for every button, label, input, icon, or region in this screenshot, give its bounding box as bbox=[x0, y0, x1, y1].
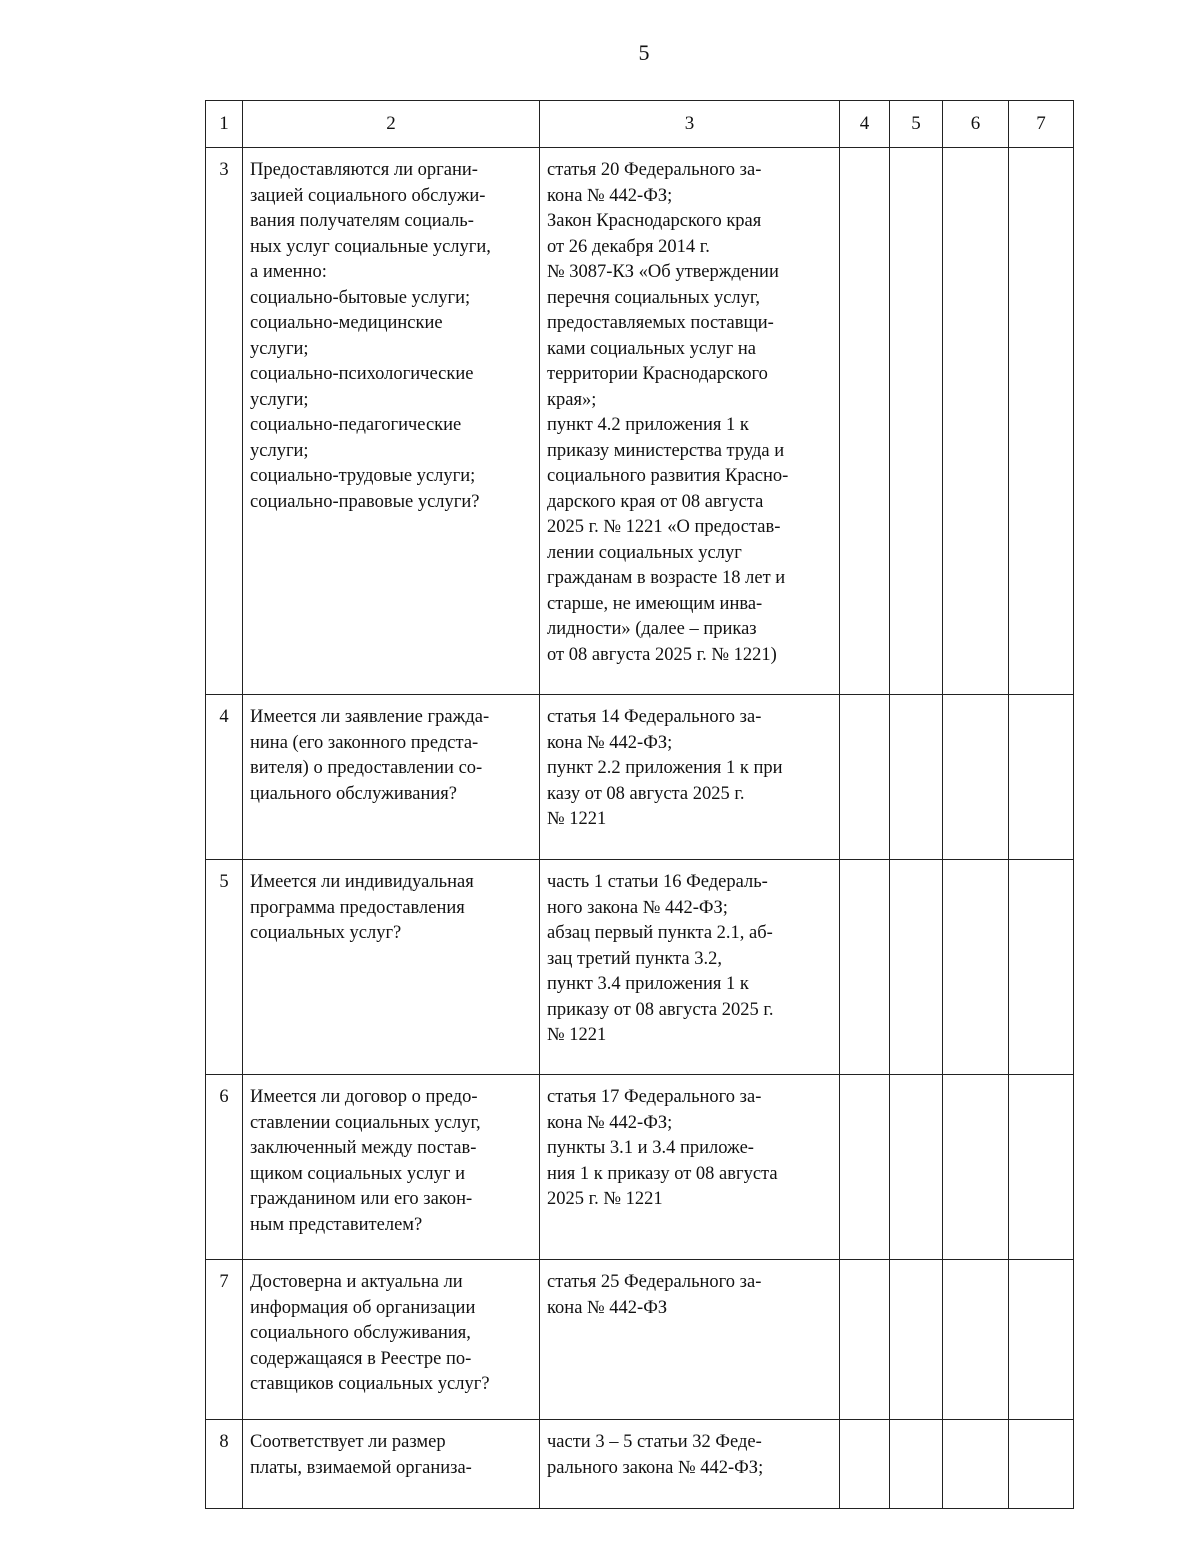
header-row bbox=[206, 101, 1074, 148]
reference-line: абзац первый пункта 2.1, аб- bbox=[547, 923, 773, 943]
answer-cell-col-5[interactable] bbox=[890, 148, 943, 695]
reference-line: дарского края от 08 августа bbox=[547, 491, 764, 512]
reference-line: кона № 442-ФЗ bbox=[547, 1297, 668, 1318]
answer-cell-col-6[interactable] bbox=[943, 1075, 1009, 1260]
question-line: услуги; bbox=[250, 338, 309, 359]
question-line: информация об организации bbox=[250, 1297, 476, 1318]
answer-cell-col-4[interactable] bbox=[840, 1075, 890, 1260]
question-line: Имеется ли индивидуальная bbox=[250, 872, 474, 892]
question-line: социально-бытовые услуги; bbox=[250, 287, 471, 308]
reference-line: зац третий пункта 3.2, bbox=[547, 948, 723, 969]
reference-line: 2025 г. № 1221 «О предостав- bbox=[547, 517, 781, 537]
row-number: 5 bbox=[206, 860, 243, 1075]
answer-cell-col-5[interactable] bbox=[890, 1420, 943, 1509]
question-line: социальных услуг? bbox=[250, 923, 402, 943]
answer-cell-col-7[interactable] bbox=[1009, 1075, 1074, 1260]
reference-cell bbox=[540, 695, 840, 860]
answer-cell-col-7[interactable] bbox=[1009, 148, 1074, 695]
question-cell bbox=[243, 1075, 540, 1260]
table-row bbox=[206, 1420, 1074, 1509]
row-number: 4 bbox=[206, 695, 243, 860]
question-line: социального обслуживания, bbox=[250, 1323, 471, 1343]
reference-line: территории Краснодарского bbox=[547, 364, 768, 384]
table-row bbox=[206, 695, 1074, 860]
question-line: услуги; bbox=[250, 389, 309, 410]
question-line: щиком социальных услуг и bbox=[250, 1163, 465, 1184]
reference-cell bbox=[540, 860, 840, 1075]
question-line: социально-психологические bbox=[250, 364, 474, 384]
question-line: социально-трудовые услуги; bbox=[250, 466, 476, 486]
reference-line: статья 20 Федерального за- bbox=[547, 160, 762, 180]
answer-cell-col-6[interactable] bbox=[943, 695, 1009, 860]
reference-line: часть 1 статьи 16 Федераль- bbox=[547, 872, 768, 892]
question-line: вителя) о предоставлении со- bbox=[250, 758, 483, 778]
question-line: платы, взимаемой организа- bbox=[250, 1457, 472, 1478]
answer-cell-col-7[interactable] bbox=[1009, 860, 1074, 1075]
question-line: Достоверна и актуальна ли bbox=[250, 1272, 463, 1292]
question-line: вания получателям социаль- bbox=[250, 211, 474, 231]
answer-cell-col-7[interactable] bbox=[1009, 695, 1074, 860]
reference-line: Закон Краснодарского края bbox=[547, 211, 762, 231]
question-line: социально-педагогические bbox=[250, 415, 462, 435]
question-line: ставщиков социальных услуг? bbox=[250, 1374, 490, 1394]
question-cell bbox=[243, 1420, 540, 1509]
reference-cell bbox=[540, 1420, 840, 1509]
reference-line: от 26 декабря 2014 г. bbox=[547, 236, 710, 257]
question-line: социально-правовые услуги? bbox=[250, 491, 480, 512]
column-header-4: 4 bbox=[840, 101, 890, 148]
table-row bbox=[206, 1260, 1074, 1420]
reference-line: от 08 августа 2025 г. № 1221) bbox=[547, 644, 777, 665]
reference-line: приказу министерства труда и bbox=[547, 440, 785, 461]
column-header-3: 3 bbox=[540, 101, 840, 148]
question-line: а именно: bbox=[250, 262, 327, 282]
question-line: ных услуг социальные услуги, bbox=[250, 236, 491, 257]
question-line: Предоставляются ли органи- bbox=[250, 160, 478, 180]
answer-cell-col-5[interactable] bbox=[890, 860, 943, 1075]
question-cell bbox=[243, 1260, 540, 1420]
reference-line: лидности» (далее – приказ bbox=[547, 619, 757, 639]
question-line: Соответствует ли размер bbox=[250, 1432, 446, 1452]
column-header-7: 7 bbox=[1009, 101, 1074, 148]
checklist-table bbox=[205, 100, 1074, 1509]
column-header-2: 2 bbox=[243, 101, 540, 148]
reference-line: ками социальных услуг на bbox=[547, 338, 756, 359]
answer-cell-col-6[interactable] bbox=[943, 148, 1009, 695]
answer-cell-col-4[interactable] bbox=[840, 860, 890, 1075]
reference-line: приказу от 08 августа 2025 г. bbox=[547, 999, 774, 1020]
question-line: ным представителем? bbox=[250, 1214, 423, 1235]
reference-line: статья 25 Федерального за- bbox=[547, 1272, 762, 1292]
question-line: Имеется ли заявление гражда- bbox=[250, 707, 490, 727]
question-line: социально-медицинские bbox=[250, 313, 443, 333]
table-row bbox=[206, 1075, 1074, 1260]
question-cell bbox=[243, 148, 540, 695]
answer-cell-col-4[interactable] bbox=[840, 1260, 890, 1420]
reference-line: края»; bbox=[547, 389, 597, 410]
row-number: 6 bbox=[206, 1075, 243, 1260]
column-header-1: 1 bbox=[206, 101, 243, 148]
reference-line: кона № 442-ФЗ; bbox=[547, 1112, 673, 1133]
reference-line: пункт 3.4 приложения 1 к bbox=[547, 974, 749, 994]
answer-cell-col-4[interactable] bbox=[840, 695, 890, 860]
reference-cell bbox=[540, 1075, 840, 1260]
question-line: содержащаяся в Реестре по- bbox=[250, 1348, 472, 1369]
answer-cell-col-4[interactable] bbox=[840, 1420, 890, 1509]
reference-cell bbox=[540, 148, 840, 695]
row-number: 7 bbox=[206, 1260, 243, 1420]
reference-line: статья 14 Федерального за- bbox=[547, 707, 762, 727]
page-number: 5 bbox=[638, 40, 650, 65]
reference-line: рального закона № 442-ФЗ; bbox=[547, 1457, 764, 1478]
answer-cell-col-7[interactable] bbox=[1009, 1420, 1074, 1509]
reference-line: № 1221 bbox=[547, 1025, 607, 1045]
reference-line: № 1221 bbox=[547, 809, 607, 829]
answer-cell-col-6[interactable] bbox=[943, 1420, 1009, 1509]
column-header-5: 5 bbox=[890, 101, 943, 148]
reference-line: предоставляемых поставщи- bbox=[547, 313, 774, 333]
reference-line: пункты 3.1 и 3.4 приложе- bbox=[547, 1138, 754, 1158]
answer-cell-col-5[interactable] bbox=[890, 1260, 943, 1420]
reference-line: казу от 08 августа 2025 г. bbox=[547, 783, 745, 804]
question-line: заключенный между постав- bbox=[250, 1138, 477, 1158]
answer-cell-col-7[interactable] bbox=[1009, 1260, 1074, 1420]
column-header-6: 6 bbox=[943, 101, 1009, 148]
reference-line: статья 17 Федерального за- bbox=[547, 1087, 762, 1107]
reference-line: № 3087-КЗ «Об утверждении bbox=[547, 262, 779, 282]
reference-cell bbox=[540, 1260, 840, 1420]
reference-line: лении социальных услуг bbox=[547, 542, 742, 563]
question-line: ставлении социальных услуг, bbox=[250, 1112, 481, 1133]
table-body bbox=[206, 148, 1074, 1509]
reference-line: социального развития Красно- bbox=[547, 466, 789, 486]
question-line: нина (его законного предста- bbox=[250, 732, 479, 753]
reference-line: кона № 442-ФЗ; bbox=[547, 732, 673, 753]
question-line: Имеется ли договор о предо- bbox=[250, 1087, 478, 1107]
table-row bbox=[206, 860, 1074, 1075]
row-number: 3 bbox=[206, 148, 243, 695]
answer-cell-col-6[interactable] bbox=[943, 1260, 1009, 1420]
reference-line: перечня социальных услуг, bbox=[547, 287, 761, 308]
table-row bbox=[206, 148, 1074, 695]
question-line: гражданином или его закон- bbox=[250, 1189, 473, 1209]
question-cell bbox=[243, 860, 540, 1075]
answer-cell-col-6[interactable] bbox=[943, 860, 1009, 1075]
row-number: 8 bbox=[206, 1420, 243, 1509]
reference-line: пункт 4.2 приложения 1 к bbox=[547, 415, 749, 435]
reference-line: 2025 г. № 1221 bbox=[547, 1189, 663, 1209]
reference-line: кона № 442-ФЗ; bbox=[547, 185, 673, 206]
answer-cell-col-4[interactable] bbox=[840, 148, 890, 695]
question-line: программа предоставления bbox=[250, 897, 465, 918]
reference-line: пункт 2.2 приложения 1 к при bbox=[547, 758, 783, 778]
answer-cell-col-5[interactable] bbox=[890, 1075, 943, 1260]
answer-cell-col-5[interactable] bbox=[890, 695, 943, 860]
reference-line: старше, не имеющим инва- bbox=[547, 593, 763, 614]
question-line: услуги; bbox=[250, 440, 309, 461]
reference-line: ния 1 к приказу от 08 августа bbox=[547, 1163, 778, 1184]
reference-line: гражданам в возрасте 18 лет и bbox=[547, 568, 786, 588]
question-line: зацией социального обслужи- bbox=[250, 185, 486, 206]
reference-line: ного закона № 442-ФЗ; bbox=[547, 897, 728, 918]
question-line: циального обслуживания? bbox=[250, 783, 458, 804]
reference-line: части 3 – 5 статьи 32 Феде- bbox=[547, 1432, 762, 1452]
question-cell bbox=[243, 695, 540, 860]
